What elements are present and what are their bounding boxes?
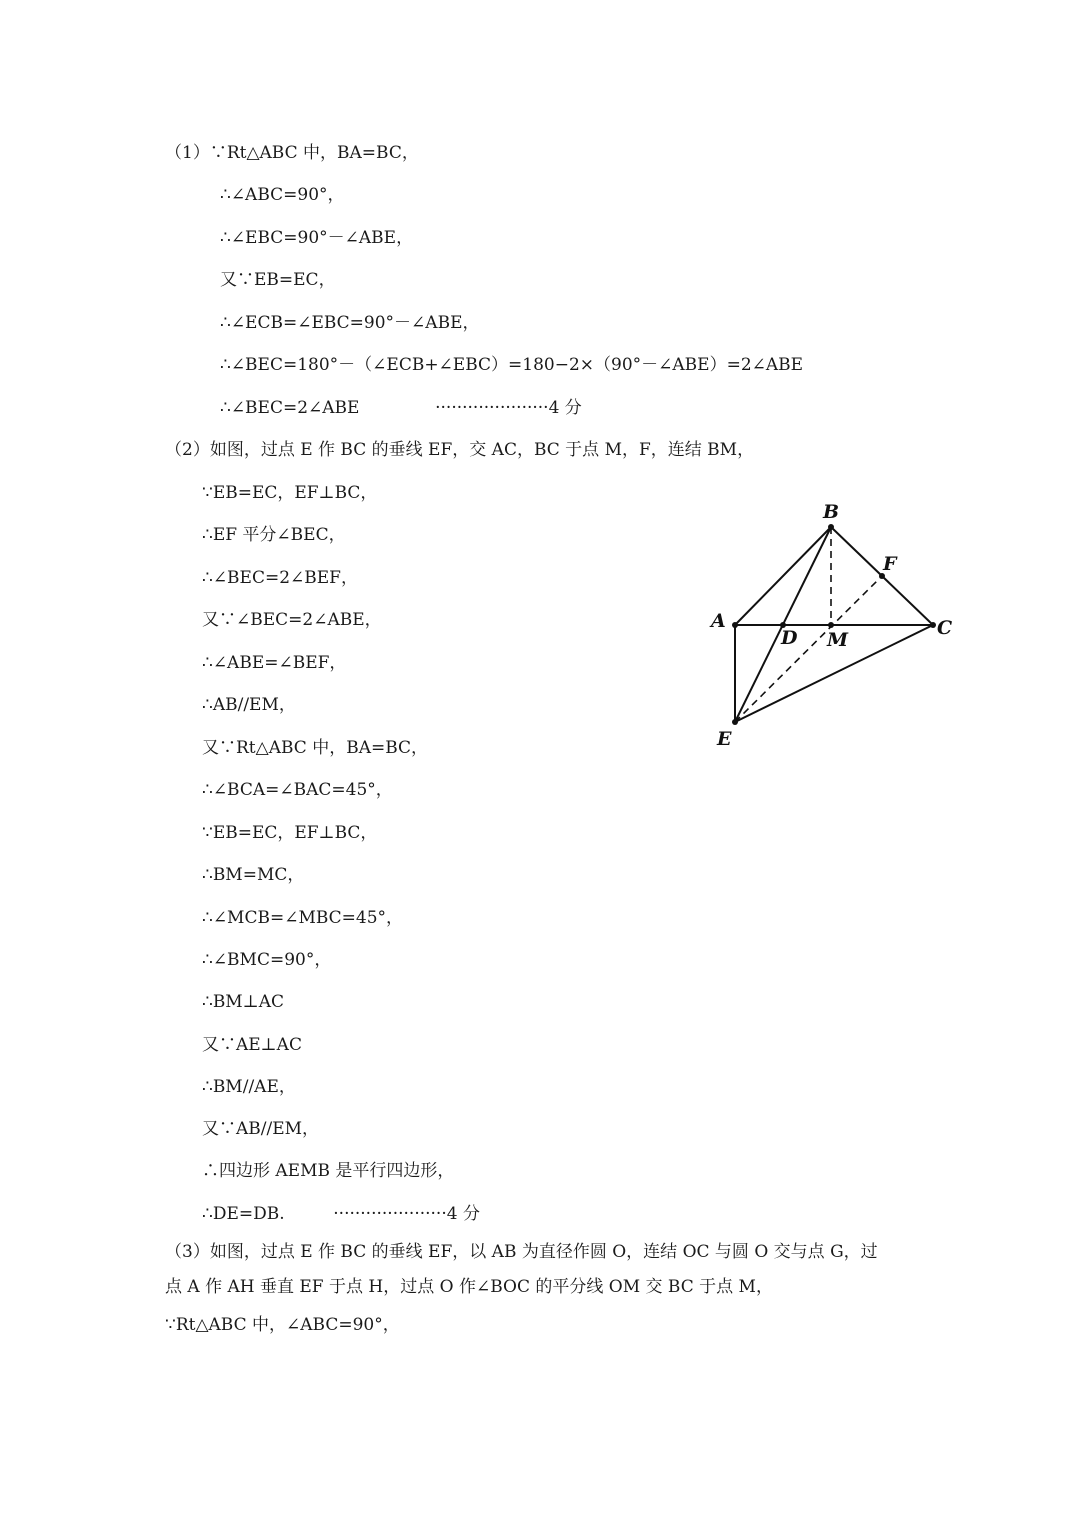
part2-line-9: ∴∠BCA=∠BAC=45°， (202, 780, 393, 800)
point-a (732, 622, 738, 628)
part3-line-3: ∵Rt△ABC 中，∠ABC=90°， (165, 1315, 400, 1335)
part2-line-8: 又∵Rt△ABC 中，BA=BC， (202, 738, 429, 758)
part2-line-16: ∴BM//AE， (202, 1077, 296, 1097)
part1-line-1: （1）∵Rt△ABC 中，BA=BC， (165, 143, 419, 163)
label-a: A (711, 610, 726, 632)
part1-line-3: ∴∠EBC=90°－∠ABE， (220, 228, 414, 248)
part2-line-11: ∴BM=MC， (202, 865, 305, 885)
part2-line-10: ∵EB=EC，EF⊥BC， (202, 823, 378, 843)
dashed-ef (735, 576, 882, 722)
geometry-figure (700, 495, 970, 755)
part1-line-5: ∴∠ECB=∠EBC=90°－∠ABE， (220, 313, 480, 333)
point-e (732, 719, 738, 725)
part2-line-18: ∴四边形 AEMB 是平行四边形， (202, 1161, 455, 1181)
part2-line-17: 又∵AB//EM， (202, 1119, 320, 1139)
segment-ab (735, 527, 831, 625)
point-m (828, 622, 834, 628)
part3-line-1: （3）如图，过点 E 作 BC 的垂线 EF，以 AB 为直径作圆 O，连结 OC 与圆 O 交与点 G，过 (165, 1242, 878, 1262)
label-d: D (781, 627, 798, 649)
part2-line-15: 又∵AE⊥AC (202, 1035, 302, 1055)
part3-line-2: 点 A 作 AH 垂直 EF 于点 H，过点 O 作∠BOC 的平分线 OM 交 BC 于点 M， (165, 1277, 773, 1297)
part1-line-2: ∴∠ABC=90°， (220, 185, 345, 205)
part2-line-3: ∴EF 平分∠BEC， (202, 525, 346, 545)
part2-line-2: ∵EB=EC，EF⊥BC， (202, 483, 378, 503)
label-b: B (823, 501, 840, 523)
label-e: E (717, 728, 732, 750)
part2-line-1: （2）如图，过点 E 作 BC 的垂线 EF，交 AC，BC 于点 M，F，连结 BM， (165, 440, 755, 460)
part2-line-13: ∴∠BMC=90°， (202, 950, 332, 970)
part1-line-4: 又∵EB=EC， (220, 270, 336, 290)
part2-line-4: ∴∠BEC=2∠BEF， (202, 568, 358, 588)
part2-line-6: ∴∠ABE=∠BEF， (202, 653, 347, 673)
part2-line-12: ∴∠MCB=∠MBC=45°， (202, 908, 404, 928)
point-b (828, 524, 834, 530)
part2-line-14: ∴BM⊥AC (202, 992, 284, 1012)
point-c (930, 622, 936, 628)
part1-line-6: ∴∠BEC=180°－（∠ECB+∠EBC）=180−2×（90°－∠ABE）=2∠ABE (220, 355, 804, 375)
part2-line-7: ∴AB//EM， (202, 695, 296, 715)
label-m: M (827, 629, 849, 651)
label-c: C (937, 617, 953, 639)
part2-line-19: ∴DE=DB. ·····················4 分 (202, 1204, 480, 1224)
part2-line-5: 又∵∠BEC=2∠ABE， (202, 610, 382, 630)
label-f: F (883, 553, 897, 575)
part1-line-7: ∴∠BEC=2∠ABE ·····················4 分 (220, 398, 582, 418)
